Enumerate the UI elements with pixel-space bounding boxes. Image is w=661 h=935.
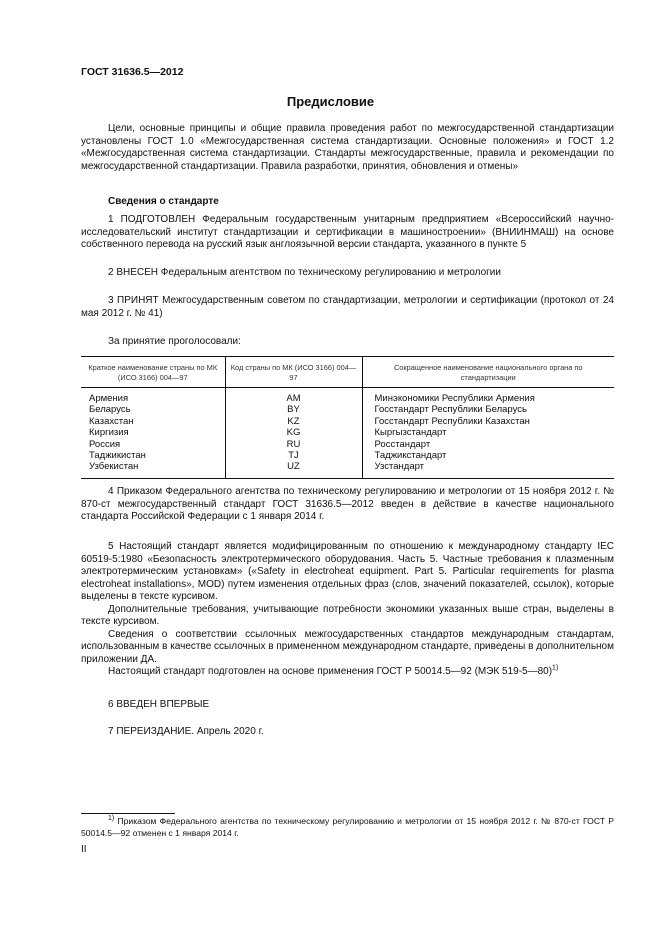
table-row <box>81 427 614 438</box>
country-cell: Узбекистан <box>89 461 139 473</box>
header-code: Код страны по МК (ИСО 3166) 004—97 <box>225 357 362 388</box>
item-1-text: 1 ПОДГОТОВЛЕН Федеральным государственным унитарным предприятием «Всероссийский научно-исследовательский институт стандартизации и сертификации в машиностроении» (ВНИИНМАШ) на основе собственного перевода на русский язык англоязычной версии стандарта, указанного в пункте 5 <box>81 214 614 250</box>
table-header-row <box>81 357 614 388</box>
item-5-additional: Дополнительные требования, учитывающие потребности экономики указанных выше стран, выделены в тексте курсивом. <box>81 603 614 627</box>
code-cell: KG <box>225 427 362 438</box>
code-cell: RU <box>225 439 362 450</box>
table-row <box>81 450 614 461</box>
voted-label <box>81 336 614 349</box>
item-6-text: 6 ВВЕДЕН ВПЕРВЫЕ <box>108 699 210 710</box>
item-7-text: 7 ПЕРЕИЗДАНИЕ. Апрель 2020 г. <box>108 726 264 737</box>
item-5-references: Сведения о соответствии ссылочных межгосударственных стандартов международным стандартам, использованным в качестве ссылочных в примененном международном стандарте, приведены в дополнительном приложении ДА. <box>81 628 614 665</box>
org-cell: Минэкономики Республики Армения <box>362 388 614 405</box>
code-cell: BY <box>225 404 362 415</box>
item-5-basis <box>81 666 614 679</box>
table-row <box>81 404 614 415</box>
country-cell: Беларусь <box>89 404 131 416</box>
voted-text: За принятие проголосовали: <box>108 336 241 347</box>
header-org: Сокращенное наименование национального органа по стандартизации <box>362 357 614 388</box>
item-1 <box>81 214 614 252</box>
country-cell: Таджикистан <box>89 450 146 462</box>
footnote-ref[interactable]: 1) <box>552 664 559 672</box>
country-cell: Россия <box>89 438 121 450</box>
item-5-basis-text: Настоящий стандарт подготовлен на основе применения ГОСТ Р 50014.5—92 (МЭК 519-5—80) <box>108 666 553 677</box>
item-3-text: 3 ПРИНЯТ Межгосударственным советом по стандартизации, метрологии и сертификации (протокол от 24 мая 2012 г. № 41) <box>81 295 614 319</box>
item-7 <box>81 726 614 739</box>
code-cell: UZ <box>225 461 362 478</box>
item-5 <box>81 541 614 679</box>
page-number: II <box>81 844 87 855</box>
standard-id: ГОСТ 31636.5—2012 <box>81 66 184 78</box>
org-cell: Госстандарт Республики Беларусь <box>362 404 614 415</box>
table-row <box>81 388 614 405</box>
footnote-divider <box>81 813 175 814</box>
header-country: Краткое наименование страны по МК (ИСО 3166) 004—97 <box>81 357 225 388</box>
country-cell: Армения <box>89 393 129 404</box>
item-2 <box>81 267 614 280</box>
footnote-text: Приказом Федерального агентства по техническому регулированию и метрологии от 15 ноября 2012 г. № 870-ст ГОСТ Р 50014.5—92 отменен с 1 января 2014 г. <box>81 816 614 838</box>
code-cell: AM <box>225 388 362 405</box>
item-3 <box>81 295 614 320</box>
org-cell: Узстандарт <box>362 461 614 478</box>
table-row <box>81 439 614 450</box>
item-2-text: 2 ВНЕСЕН Федеральным агентством по техническому регулированию и метрологии <box>108 267 501 278</box>
org-cell: Кыргызстандарт <box>362 427 614 438</box>
intro-text: Цели, основные принципы и общие правила проведения работ по межгосударственной стандартизации установлены ГОСТ 1.0 «Межгосударственная система стандартизации. Основные положения» и ГОСТ 1.2 «Межгосударственная система стандартизации. Стандарты межгосударственные, правила и рекомендации по межгосударственной стандартизации. Правила разработки, принятия, обновления и отмены» <box>81 123 614 172</box>
org-cell: Таджикстандарт <box>362 450 614 461</box>
item-4-text: 4 Приказом Федерального агентства по техническому регулированию и метрологии от 15 ноября 2012 г. № 870-ст межгосударственный стандарт ГОСТ 31636.5—2012 введен в действие в качестве национального стандарта Российской Федерации с 1 января 2014 г. <box>81 486 614 522</box>
code-cell: KZ <box>225 416 362 427</box>
item-6 <box>81 699 614 712</box>
footnote <box>81 816 614 839</box>
member-countries-table <box>81 356 614 479</box>
page-title: Предисловие <box>286 94 375 109</box>
footnote-mark: 1) <box>108 815 115 823</box>
section-heading: Сведения о стандарте <box>108 196 219 207</box>
item-4 <box>81 486 614 524</box>
country-cell: Киргизия <box>89 427 129 439</box>
code-cell: TJ <box>225 450 362 461</box>
org-cell: Росстандарт <box>362 439 614 450</box>
table-row <box>81 461 614 478</box>
intro-paragraph <box>81 123 614 173</box>
table-row <box>81 416 614 427</box>
org-cell: Госстандарт Республики Казахстан <box>362 416 614 427</box>
item-5-text: 5 Настоящий стандарт является модифицированным по отношению к международному стандарту IEC 60519-5:1980 «Безопасность электротермического оборудования. Часть 5. Частные требования к плазменным электротермическим установкам» («Safety in electroheat equipment. Part 5. Particular requirements for plasma electroheat installations», MOD) путем изменения отдельных фраз (слов, значений показателей, ссылок), которые выделены в тексте курсивом. <box>81 541 614 602</box>
country-cell: Казахстан <box>89 415 134 427</box>
